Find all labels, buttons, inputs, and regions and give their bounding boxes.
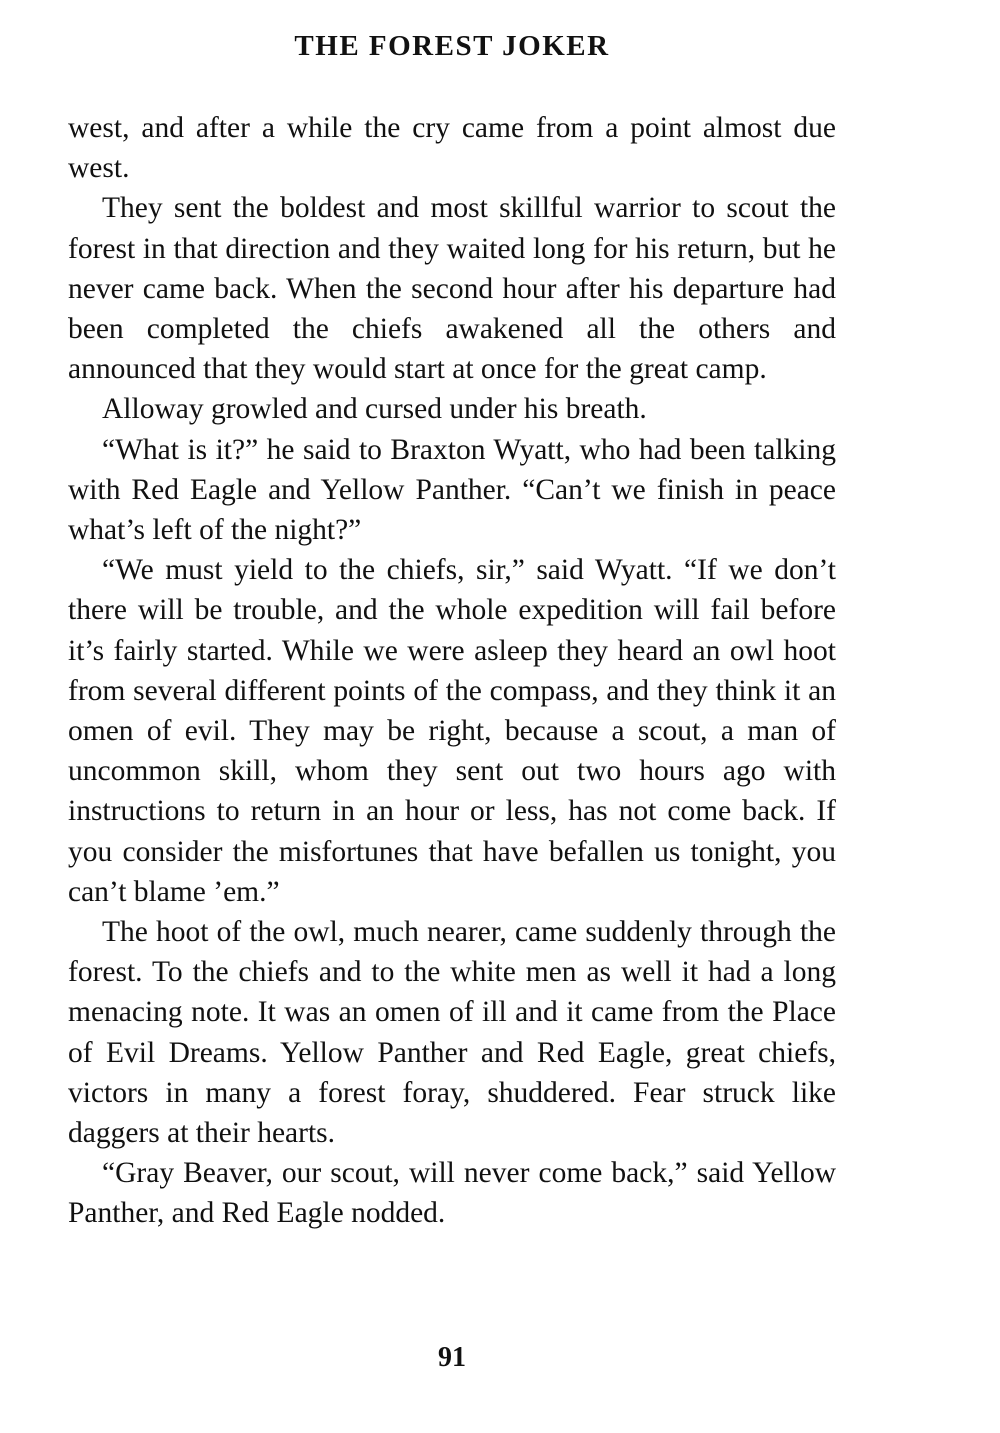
paragraph-continuation: west, and after a while the cry came from a point almost due west.: [68, 112, 836, 185]
running-title: THE FOREST JOKER: [294, 30, 610, 62]
page-number: 91: [438, 1342, 466, 1373]
paragraph: “We must yield to the chiefs, sir,” said Wyatt. “If we don’t there will be trouble, and the whole expedition will fail before it’s fairly started. While we were asleep they heard an owl hoot from several different points of the compass, and they think it an omen of evil. They may be right, because a scout, a man of uncommon skill, whom they sent out two hours ago with instructions to return in an hour or less, has not come back. If you consider the misfortunes that have befallen us tonight, you can’t blame ’em.”: [68, 554, 836, 908]
paragraph: “What is it?” he said to Braxton Wyatt, who had been talking with Red Eagle and Yellow Panther. “Can’t we finish in peace what’s left of the night?”: [68, 433, 836, 547]
paragraph: They sent the boldest and most skillful warrior to scout the forest in that direction and they waited long for his return, but he never came back. When the second hour after his departure had been completed the chiefs awakened all the others and announced that they would start at once for the great camp.: [68, 192, 836, 386]
body-text: [68, 108, 836, 1234]
paragraph: Alloway growled and cursed under his breath.: [102, 393, 647, 426]
paragraph: “Gray Beaver, our scout, will never come back,” said Yellow Panther, and Red Eagle nodded.: [68, 1157, 836, 1230]
book-page: [68, 0, 836, 1433]
paragraph: The hoot of the owl, much nearer, came suddenly through the forest. To the chiefs and to the white men as well it had a long menacing note. It was an omen of ill and it came from the Place of Evil Dreams. Yellow Panther and Red Eagle, great chiefs, victors in many a forest foray, shuddered. Fear struck like daggers at their hearts.: [68, 916, 836, 1150]
